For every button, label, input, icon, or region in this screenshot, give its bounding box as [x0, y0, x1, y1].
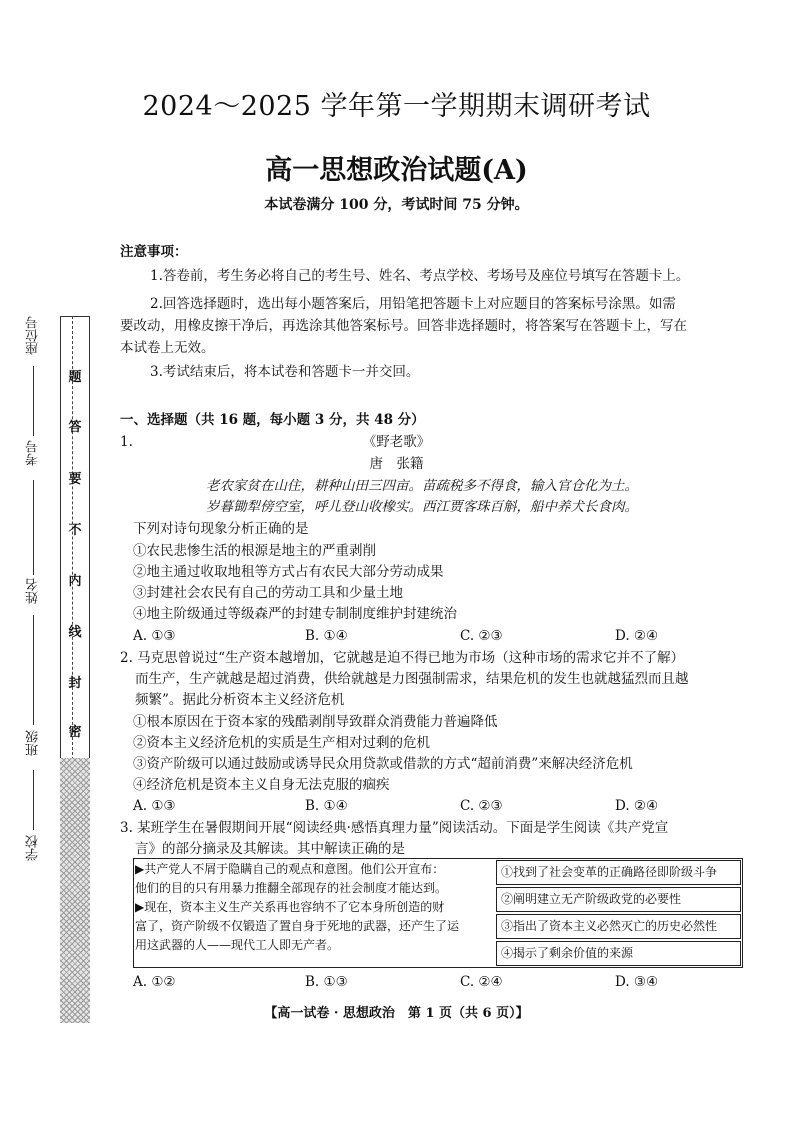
- binding-char: 密: [68, 725, 82, 740]
- choice-d: D. ②④: [615, 628, 659, 644]
- poem-title: 《野老歌》: [362, 434, 431, 450]
- poem-line: 老农家贫在山住，耕种山田三四亩。苗疏税多不得食，输入官仓化为土。: [206, 478, 638, 494]
- excerpt-line: 用这武器的人——现代工人即无产者。: [135, 938, 340, 952]
- question-stem: 言》的部分摘录及其解读。其中解读正确的是: [135, 841, 405, 857]
- excerpt-text: [135, 860, 494, 955]
- question-stem: 2. 马克思曾说过“生产资本越增加，它就越是迫不得已地为市场（这种市场的需求它并不了解）: [120, 650, 685, 666]
- choice-a: A. ①②: [133, 974, 176, 990]
- exam-note: 本试卷满分 100 分，考试时间 75 分钟。: [264, 197, 529, 213]
- question-option: ③封建社会农民有自己的劳动工具和少量土地: [133, 585, 403, 601]
- question-stem: 而生产，生产就越是超过消费，供给就越是力图强制需求，结果危机的发生也就越猛烈而且越: [135, 671, 689, 687]
- question-stem: 下列对诗句现象分析正确的是: [133, 521, 309, 537]
- class-line: [33, 770, 34, 830]
- excerpt-line: ▶现在，资本主义生产关系再也容纳不了它本身所创造的财: [135, 900, 445, 914]
- exam-subtitle: 高一思想政治试题(A): [265, 155, 528, 186]
- section-heading: 一、选择题（共 16 题，每小题 3 分，共 48 分）: [120, 412, 425, 428]
- choice-c: C. ②④: [460, 974, 503, 990]
- question-option: ①农民悲惨生活的根源是地主的严重剥削: [133, 543, 376, 559]
- notice-item: 2.回答选择题时，选出每小题答案后，用铅笔把答题卡上对应题目的答案标号涂黑。如需: [150, 296, 676, 312]
- question-number: 1.: [120, 434, 133, 450]
- binding-char: 题: [68, 370, 82, 385]
- question-stem: 3. 某班学生在暑假期间开展“阅读经典·感悟真理力量”阅读活动。下面是学生阅读《共产党宣: [120, 820, 669, 836]
- page-footer: 【高一试卷 · 思想政治 第 1 页（共 6 页）】: [264, 1006, 529, 1021]
- choice-c: C. ②③: [460, 798, 503, 814]
- binding-char: 答: [68, 420, 82, 435]
- school-label: 学校: [26, 835, 41, 861]
- interpretation-cell: ③指出了资本主义必然灭亡的历史必然性: [496, 914, 741, 939]
- binding-char: 不: [68, 523, 82, 538]
- question-option: ②资本主义经济危机的实质是生产相对过剩的危机: [133, 735, 430, 751]
- choice-c: C. ②③: [460, 628, 503, 644]
- interpretation-cell: ④揭示了剩余价值的来源: [496, 941, 741, 966]
- binding-char: 内: [68, 574, 82, 589]
- seat-number-label: 座位号: [26, 316, 41, 355]
- poem-author: 唐 张籍: [369, 456, 424, 472]
- choice-b: B. ①③: [305, 974, 348, 990]
- interpretation-cell: ①找到了社会变革的正确路径即阶级斗争: [496, 860, 741, 885]
- notice-item: 本试卷上无效。: [120, 340, 215, 356]
- choice-b: B. ①④: [305, 628, 348, 644]
- notice-heading: 注意事项：: [120, 244, 188, 260]
- excerpt-line: ▶共产党人不屑于隐瞒自己的观点和意图。他们公开宣布：: [135, 862, 445, 876]
- choice-d: D. ③④: [615, 974, 659, 990]
- choice-b: B. ①④: [305, 798, 348, 814]
- exam-number-line: [33, 480, 34, 575]
- notice-item: 要改动，用橡皮擦干净后，再选涂其他答案标号。回答非选择题时，将答案写在答题卡上，写在: [120, 318, 687, 334]
- question-option: ①根本原因在于资本家的残酷剥削导致群众消费能力普遍降低: [133, 714, 498, 730]
- excerpt-line: 富了，资产阶级不仅锻造了置自身于死地的武器，还产生了运: [135, 919, 460, 933]
- class-label: 班级: [26, 730, 41, 756]
- choice-a: A. ①③: [133, 798, 176, 814]
- question-stem: 频繁”。据此分析资本主义经济危机: [135, 692, 345, 708]
- binding-hatch: [60, 758, 90, 1023]
- choice-d: D. ②④: [615, 798, 659, 814]
- name-label: 姓名: [26, 578, 41, 604]
- notice-item: 3.考试结束后，将本试卷和答题卡一并交回。: [150, 364, 420, 380]
- excerpt-line: 他们的目的只有用暴力推翻全部现存的社会制度才能达到。: [135, 881, 448, 895]
- name-line: [33, 615, 34, 725]
- interpretation-cell: ②阐明建立无产阶级政党的必要性: [496, 887, 741, 912]
- exam-title: 2024～2025 学年第一学期期末调研考试: [142, 91, 651, 122]
- binding-char: 线: [68, 625, 82, 640]
- question-option: ④经济危机是资本主义自身无法克服的痼疾: [133, 777, 390, 793]
- question-option: ②地主通过收取地租等方式占有农民大部分劳动成果: [133, 564, 444, 580]
- seat-number-line: [33, 366, 34, 436]
- binding-char: 要: [68, 472, 82, 487]
- choice-a: A. ①③: [133, 628, 176, 644]
- exam-number-label: 考号: [26, 440, 41, 466]
- notice-item: 1.答卷前，考生务必将自己的考生号、姓名、考点学校、考场号及座位号填写在答题卡上。: [150, 268, 690, 284]
- question-option: ④地主阶级通过等级森严的封建专制制度维护封建统治: [133, 606, 457, 622]
- binding-char: 封: [68, 676, 82, 691]
- poem-line: 岁暮锄犁傍空室，呼儿登山收橡实。西江贾客珠百斛，船中养犬长食肉。: [206, 499, 638, 515]
- question-option: ③资产阶级可以通过鼓励或诱导民众用贷款或借款的方式“超前消费”来解决经济危机: [133, 756, 633, 772]
